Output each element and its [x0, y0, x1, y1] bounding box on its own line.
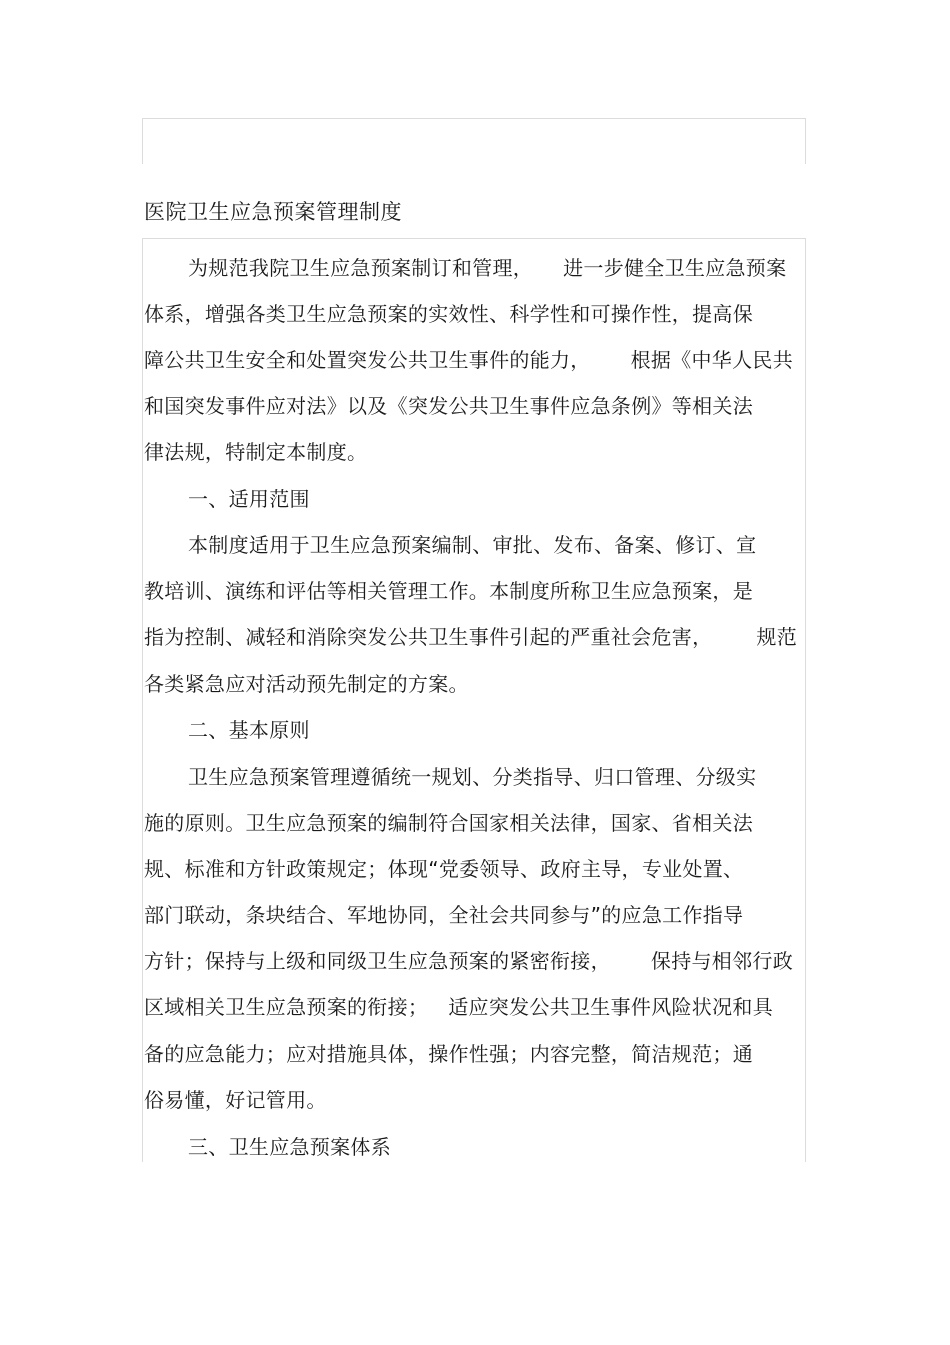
- text-line: [188, 254, 786, 282]
- text-line: [144, 1086, 327, 1114]
- text-segment: 律法规，特制定本制度。: [144, 440, 368, 464]
- text-line: [144, 392, 753, 420]
- text-segment: 教培训、演练和评估等相关管理工作。本制度所称卫生应急预案，是: [144, 579, 753, 603]
- text-segment: 适应突发公共卫生事件风险状况和具: [448, 995, 774, 1019]
- text-segment: 施的原则。卫生应急预案的编制符合国家相关法律，国家、省相关法: [144, 811, 753, 835]
- text-line: [144, 855, 743, 883]
- header-frame: [142, 118, 806, 164]
- text-segment: 本制度适用于卫生应急预案编制、审批、发布、备案、修订、宣: [188, 533, 757, 557]
- text-line: [144, 670, 469, 698]
- text-line: [144, 346, 793, 374]
- text-line: [188, 716, 310, 744]
- text-segment: 二、基本原则: [188, 718, 310, 742]
- text-segment: 障公共卫生安全和处置突发公共卫生事件的能力，: [144, 348, 591, 372]
- text-line: [188, 763, 756, 791]
- text-segment: 根据《中华人民共: [630, 348, 794, 372]
- text-segment: 和国突发事件应对法》以及《突发公共卫生事件应急条例》等相关法: [144, 394, 753, 418]
- text-segment: 指为控制、减轻和消除突发公共卫生事件引起的严重社会危害，: [144, 625, 713, 649]
- text-line: [188, 485, 310, 513]
- text-segment: 部门联动，条块结合、军地协同，全社会共同参与”的应急工作指导: [144, 903, 744, 927]
- text-segment: 三、卫生应急预案体系: [188, 1135, 391, 1159]
- text-segment: 规范: [756, 625, 798, 649]
- text-line: [144, 300, 753, 328]
- text-segment: 体系，增强各类卫生应急预案的实效性、科学性和可操作性，提高保: [144, 302, 753, 326]
- text-line: [144, 993, 773, 1021]
- text-segment: 方针；保持与上级和同级卫生应急预案的紧密衔接，: [144, 949, 611, 973]
- text-line: [144, 1040, 753, 1068]
- text-segment: 进一步健全卫生应急预案: [563, 256, 787, 280]
- text-line: [144, 577, 753, 605]
- text-line: [188, 1133, 391, 1161]
- text-segment: 卫生应急预案管理遵循统一规划、分类指导、归口管理、分级实: [188, 765, 757, 789]
- text-segment: 一、适用范围: [188, 487, 310, 511]
- text-segment: 各类紧急应对活动预先制定的方案。: [144, 672, 469, 696]
- text-segment: 区域相关卫生应急预案的衔接；: [144, 995, 429, 1019]
- text-segment: 规、标准和方针政策规定；体现“党委领导、政府主导，专业处置、: [144, 857, 744, 881]
- text-line: [144, 438, 367, 466]
- text-line: [144, 623, 797, 651]
- text-line: [188, 531, 756, 559]
- content-frame: [142, 238, 806, 1162]
- text-segment: 保持与相邻行政: [650, 949, 794, 973]
- text-segment: 为规范我院卫生应急预案制订和管理，: [188, 256, 534, 280]
- text-line: [144, 901, 743, 929]
- document-title: 医院卫生应急预案管理制度: [144, 200, 402, 224]
- text-line: [144, 809, 753, 837]
- text-segment: 备的应急能力；应对措施具体，操作性强；内容完整，简洁规范；通: [144, 1042, 753, 1066]
- text-segment: 俗易懂，好记管用。: [144, 1088, 327, 1112]
- text-line: [144, 947, 793, 975]
